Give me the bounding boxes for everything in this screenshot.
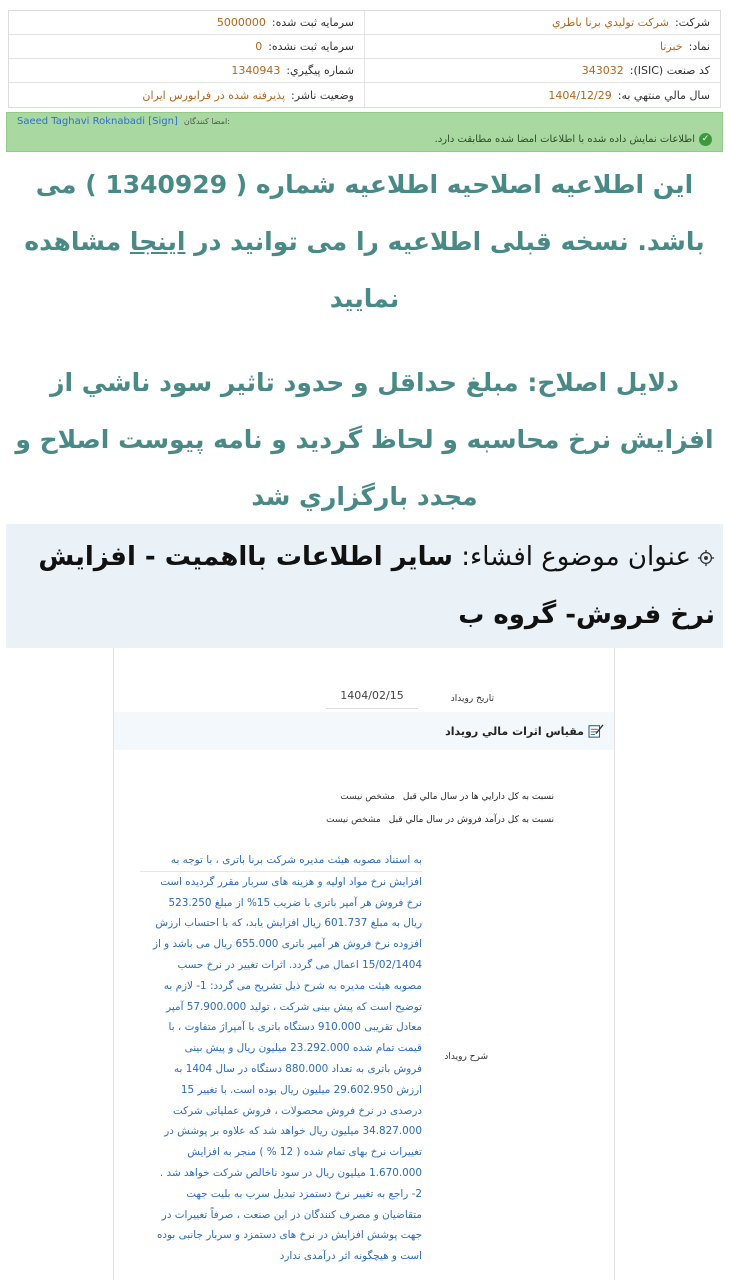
registered-capital-label: سرمايه ثبت شده: xyxy=(271,16,354,29)
financial-impact-header xyxy=(114,712,614,750)
tracking-value: 1340943 xyxy=(231,64,281,77)
info-cell-registered-capital xyxy=(9,11,364,34)
isic-value: 343032 xyxy=(581,64,624,77)
verification-text: اطلاعات نمايش داده شده با اطلاعات امضا شده مطابقت دارد. xyxy=(434,134,695,145)
info-cell-publisher-status xyxy=(9,83,364,107)
info-row xyxy=(9,35,720,59)
registered-capital-value: 5000000 xyxy=(216,16,266,29)
description-line: معادل تقريبی 910.000 دستگاه باتری با آمپراژ متفاوت ، با xyxy=(168,1021,422,1034)
info-cell-company xyxy=(364,11,720,34)
unregistered-capital-label: سرمايه ثبت نشده: xyxy=(268,40,354,53)
description-line: جهت پوشش افزايش در نرخ های دستمزد و سربار جانبی بوده xyxy=(156,1229,422,1242)
publisher-status-label: وضعيت ناشر: xyxy=(291,88,354,102)
correction-reason: دلايل اصلاح: مبلغ حداقل و حدود تاثير سود ناشي از افزايش نرخ محاسبه و لحاظ گرديد و نامه پيوست اصلاح و مجدد بارگزاري شد xyxy=(15,368,714,511)
description-line: قيمت تمام شده 23.292.000 ميليون ريال و پيش بينی xyxy=(184,1042,422,1055)
description-line: توضيح است که پيش بينی شرکت ، توليد 57.900.000 آمپر xyxy=(166,1000,422,1013)
company-info-table xyxy=(8,10,721,108)
description-line: مصوبه هيئت مديره به شرح ذيل تشريح می گردد: 1- لازم به xyxy=(163,979,422,992)
description-line: است و هيچگونه اثر درآمدی ندارد xyxy=(279,1250,422,1263)
ratio-assets-value: مشخص نيست xyxy=(340,792,395,802)
event-description xyxy=(140,850,422,1267)
description-line: ارزش 29.602.950 ميليون ريال بوده است. با تغيير 15 xyxy=(180,1083,422,1096)
tracking-label: شماره پيگيري: xyxy=(286,64,354,77)
symbol-value[interactable]: خبرنا xyxy=(660,40,683,53)
description-line: افزايش نرخ مواد اوليه و هزينه های سربار مقرر گرديده است xyxy=(160,875,422,888)
ratio-assets-label: نسبت به کل دارايي ها در سال مالي قبل xyxy=(402,792,554,802)
ratio-assets-row xyxy=(340,792,554,802)
description-line: تغييرات نرخ بهای تمام شده ( 12 % ) منجر به افزايش xyxy=(187,1146,422,1159)
subject-value: ساير اطلاعات بااهميت - افزايش نرخ فروش- گروه ب xyxy=(38,542,715,630)
description-line: فروش باتری به تعداد 880.000 دستگاه در سال 1404 به xyxy=(173,1062,422,1075)
info-cell-tracking xyxy=(9,59,364,82)
description-line: به استناد مصوبه هيئت مديره شرکت برنا باتری ، با توجه به xyxy=(170,854,422,866)
isic-label: کد صنعت (ISIC): xyxy=(629,64,710,77)
check-circle-icon: ✓ xyxy=(699,133,712,146)
info-cell-symbol xyxy=(364,35,720,58)
signer-line xyxy=(17,116,230,127)
signer-label: امضا کنندگان: xyxy=(183,117,230,126)
ratio-revenue-value: مشخص نيست xyxy=(326,815,381,825)
description-line: 2- راجع به تغيير نرخ دستمزد تبديل سرب به بليت جهت xyxy=(186,1187,422,1200)
company-value[interactable]: شرکت توليدي برنا باطري xyxy=(551,16,669,29)
correction-notice xyxy=(10,156,719,327)
fiscal-year-value: 1404/12/29 xyxy=(548,88,612,102)
symbol-label: نماد: xyxy=(688,40,710,53)
signature-bar xyxy=(6,112,723,152)
event-date-label: تاريخ رويداد xyxy=(450,694,494,704)
disclosure-subject xyxy=(6,524,723,648)
notice-text-start: اين اطلاعيه اصلاحيه اطلاعيه شماره ( 1340929 ) می باشد. نسخه قبلی اطلاعيه را می توانيد در xyxy=(35,170,705,256)
publisher-status-value: پذيرفته شده در فرابورس ايران xyxy=(142,88,286,102)
info-cell-unregistered-capital xyxy=(9,35,364,58)
description-line: ريال به مبلغ 601.737 ريال افزايش يابد، که با احتساب ارزش xyxy=(155,917,422,930)
company-label: شرکت: xyxy=(674,16,710,29)
info-row xyxy=(9,83,720,107)
financial-impact-title-text: مقياس اثرات مالي رويداد xyxy=(445,724,584,738)
info-cell-fiscal-year xyxy=(364,83,720,107)
edit-note-icon xyxy=(588,724,604,738)
fiscal-year-label: سال مالي منتهي به: xyxy=(617,88,710,102)
event-date-value: 1404/02/15 xyxy=(326,684,418,709)
info-row xyxy=(9,11,720,35)
verification-message xyxy=(435,133,712,146)
description-line: 34.827.000 ميليون ريال خواهد شد که علاوه بر پوشش در xyxy=(164,1125,422,1138)
description-line: 15/02/1404 اعمال می گردد. اثرات تغيير در نرخ حسب xyxy=(177,958,422,971)
description-line: افزوده نرخ فروش هر آمپر باتری 655.000 ريال می باشد و از xyxy=(152,938,422,951)
description-line: متقاضيان و مصرف کنندگان در اين صنعت ، صرفاً تغييرات در xyxy=(161,1208,422,1221)
target-icon xyxy=(697,549,715,567)
ratio-revenue-label: نسبت به کل درآمد فروش در سال مالي قبل xyxy=(388,815,554,825)
ratio-revenue-row xyxy=(326,815,554,825)
event-description-label: شرح رويداد xyxy=(444,1052,488,1062)
description-line: نرخ فروش هر آمپر باتری با ضريب 15% از مبلغ 523.250 xyxy=(168,896,422,909)
subject-label: عنوان موضوع افشاء: xyxy=(461,542,691,572)
unregistered-capital-value: 0 xyxy=(255,40,263,53)
notice-text-end: مشاهده نماييد xyxy=(24,227,400,313)
signer-name[interactable]: Saeed Taghavi Roknabadi [Sign] xyxy=(17,116,178,127)
financial-impact-title xyxy=(445,724,604,738)
info-cell-isic xyxy=(364,59,720,82)
description-line: 1.670.000 ميليون ريال در سود ناخالص شرکت خواهد شد . xyxy=(159,1166,422,1179)
info-row xyxy=(9,59,720,83)
previous-version-link[interactable]: اینجا xyxy=(129,227,186,256)
event-panel xyxy=(113,648,615,1280)
description-line: درصدی در نرخ فروش محصولات ، فروش عملياتی شرکت xyxy=(172,1104,422,1117)
